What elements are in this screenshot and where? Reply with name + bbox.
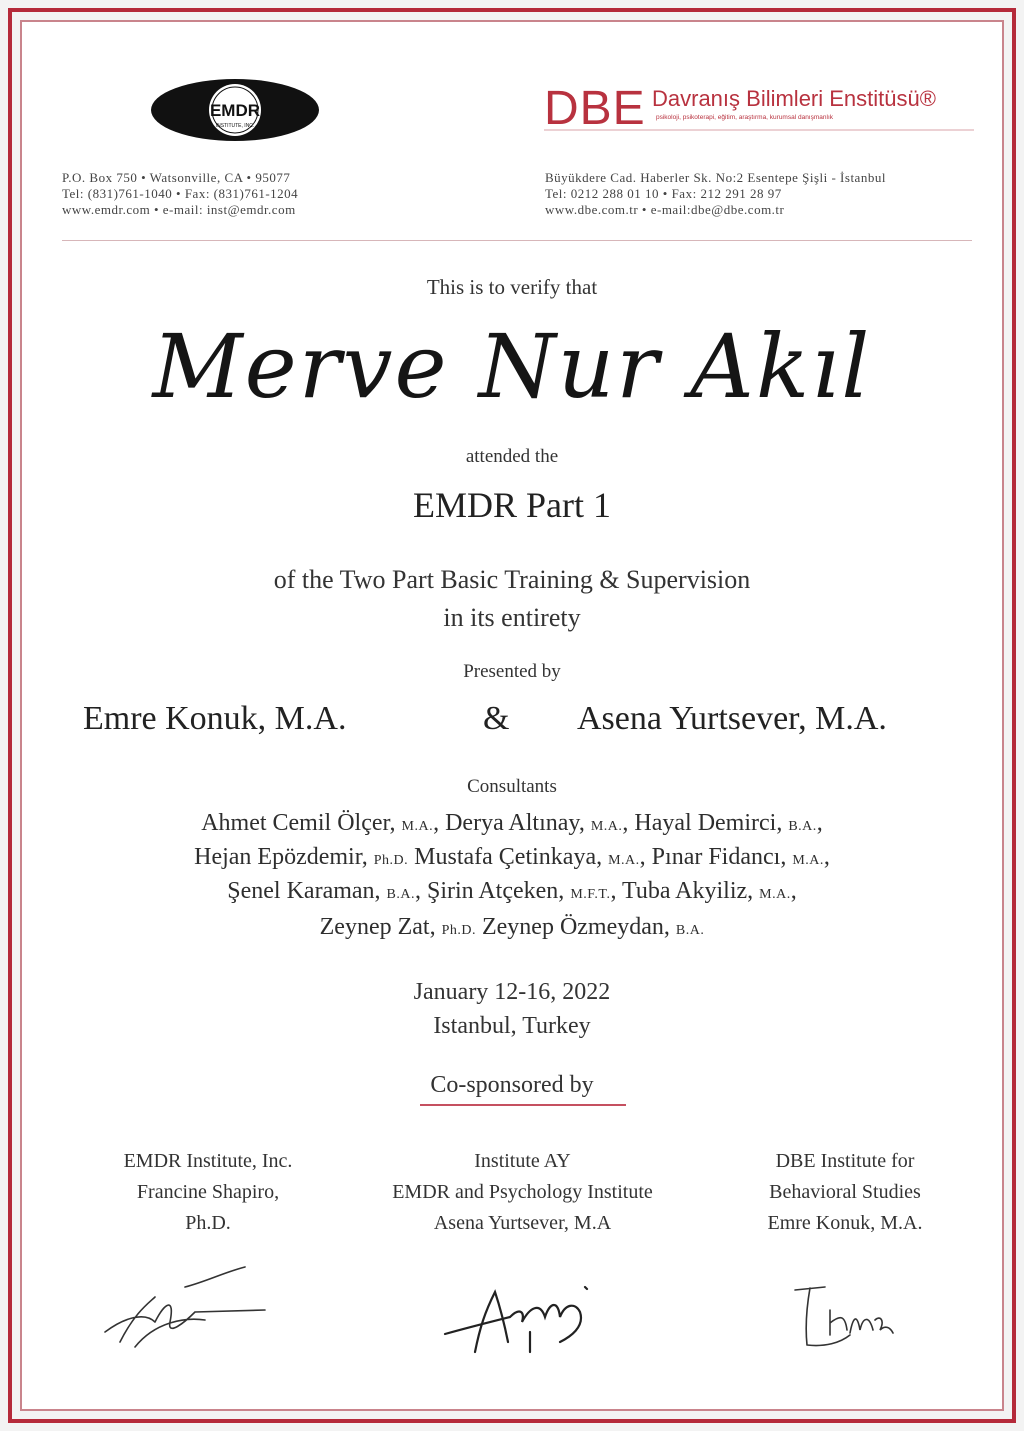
- sponsor-line: Francine Shapiro,: [136, 1181, 280, 1203]
- event-location: Istanbul, Turkey: [433, 1013, 591, 1039]
- sponsor-line: DBE Institute for: [775, 1150, 915, 1172]
- dbe-institute-name: Davranış Bilimleri Enstitüsü®: [652, 86, 936, 111]
- attended-text: attended the: [465, 446, 559, 467]
- consultant-degree: Ph.D.: [373, 853, 409, 868]
- presented-by-label: Presented by: [463, 661, 561, 682]
- consultant-name: Mustafa Çetinkaya,: [408, 844, 609, 870]
- sponsor-line: Asena Yurtsever, M.A: [433, 1212, 612, 1234]
- sponsor-line: EMDR Institute, Inc.: [123, 1150, 293, 1172]
- dbe-address-line: Büyükdere Cad. Haberler Sk. No:2 Esentepe Şişli - İstanbul: [545, 170, 886, 185]
- dbe-web-line: www.dbe.com.tr • e-mail:dbe@dbe.com.tr: [545, 202, 785, 217]
- dbe-logo-text: DBE: [544, 82, 646, 135]
- emdr-web-line: www.emdr.com • e-mail: inst@emdr.com: [62, 202, 296, 217]
- emdr-logo: [150, 78, 320, 142]
- consultant-degree: Ph.D.: [441, 923, 476, 938]
- cosponsored-heading: Co-sponsored by: [430, 1072, 594, 1098]
- consultant-name: , Derya Altınay,: [433, 810, 591, 836]
- emdr-address-line: P.O. Box 750 • Watsonville, CA • 95077: [62, 170, 291, 185]
- consultant-degree: M.A.: [759, 887, 791, 902]
- emdr-address: [62, 170, 298, 218]
- signature-yurtsever: [430, 1272, 610, 1362]
- consultants-heading: Consultants: [467, 776, 557, 797]
- consultant-name: , Şirin Atçeken,: [415, 878, 571, 904]
- training-description: [40, 561, 984, 637]
- course-title: EMDR Part 1: [413, 485, 611, 525]
- cosponsored-underline: [420, 1104, 626, 1106]
- consultant-degree: M.A.: [792, 853, 824, 868]
- consultant-degree: B.A.: [675, 923, 705, 938]
- sponsor-line: Emre Konuk, M.A.: [767, 1212, 923, 1234]
- presenter-name: Emre Konuk, M.A.: [83, 700, 347, 737]
- presenter-ampersand: &: [483, 700, 510, 737]
- consultants-line: [40, 840, 984, 878]
- sponsor-line: Ph.D.: [185, 1212, 231, 1234]
- signature-konuk: [785, 1275, 905, 1355]
- consultant-separator: ,: [823, 844, 830, 870]
- sponsor-line: EMDR and Psychology Institute: [392, 1181, 653, 1203]
- consultants-line: [40, 874, 984, 912]
- consultant-degree: M.F.T.: [570, 887, 611, 902]
- consultant-degree: B.A.: [386, 887, 415, 902]
- event-details: [40, 975, 984, 1043]
- emdr-phone-line: Tel: (831)761-1040 • Fax: (831)761-1204: [62, 186, 299, 201]
- sponsor-dbe-institute: [710, 1146, 980, 1239]
- consultants-line: [40, 806, 984, 844]
- sponsor-institute-ay: [350, 1146, 695, 1239]
- header-divider: [62, 240, 972, 241]
- consultant-degree: M.A.: [401, 819, 434, 834]
- signature-shapiro: [95, 1262, 275, 1357]
- dbe-address: [545, 170, 886, 218]
- consultant-name: , Tuba Akyiliz,: [610, 878, 760, 904]
- consultant-name: Ahmet Cemil Ölçer,: [201, 810, 402, 836]
- consultants-line: [40, 910, 984, 948]
- dbe-phone-line: Tel: 0212 288 01 10 • Fax: 212 291 28 97: [545, 186, 782, 201]
- consultant-name: Zeynep Zat,: [319, 914, 442, 940]
- verify-text: This is to verify that: [426, 275, 598, 299]
- sponsor-line: Behavioral Studies: [769, 1181, 921, 1203]
- consultant-name: Şenel Karaman,: [227, 878, 387, 904]
- consultant-degree: M.A.: [608, 853, 640, 868]
- recipient-name: Merve Nur Akıl: [152, 315, 872, 418]
- consultant-degree: B.A.: [788, 819, 817, 834]
- emdr-logo-subtext: INSTITUTE, INC.: [215, 123, 255, 129]
- training-description-line: of the Two Part Basic Training & Supervision: [273, 565, 751, 594]
- dbe-tagline: psikoloji, psikoterapi, eğitim, araştırma, kurumsal danışmanlık: [656, 114, 834, 121]
- presenter-name: Asena Yurtsever, M.A.: [577, 700, 887, 737]
- consultant-name: , Hayal Demirci,: [622, 810, 789, 836]
- consultant-name: Zeynep Özmeydan,: [475, 914, 676, 940]
- event-date: January 12-16, 2022: [413, 979, 611, 1005]
- consultant-name: , Pınar Fidancı,: [639, 844, 793, 870]
- sponsor-emdr-institute: [88, 1146, 328, 1239]
- training-description-line: in its entirety: [443, 603, 581, 632]
- sponsor-line: Institute AY: [474, 1150, 571, 1172]
- emdr-logo-text: EMDR: [209, 101, 261, 120]
- consultant-separator: ,: [816, 810, 823, 836]
- dbe-logo: [544, 80, 984, 140]
- consultant-name: Hejan Epözdemir,: [194, 844, 374, 870]
- consultant-degree: M.A.: [590, 819, 623, 834]
- consultant-separator: ,: [790, 878, 797, 904]
